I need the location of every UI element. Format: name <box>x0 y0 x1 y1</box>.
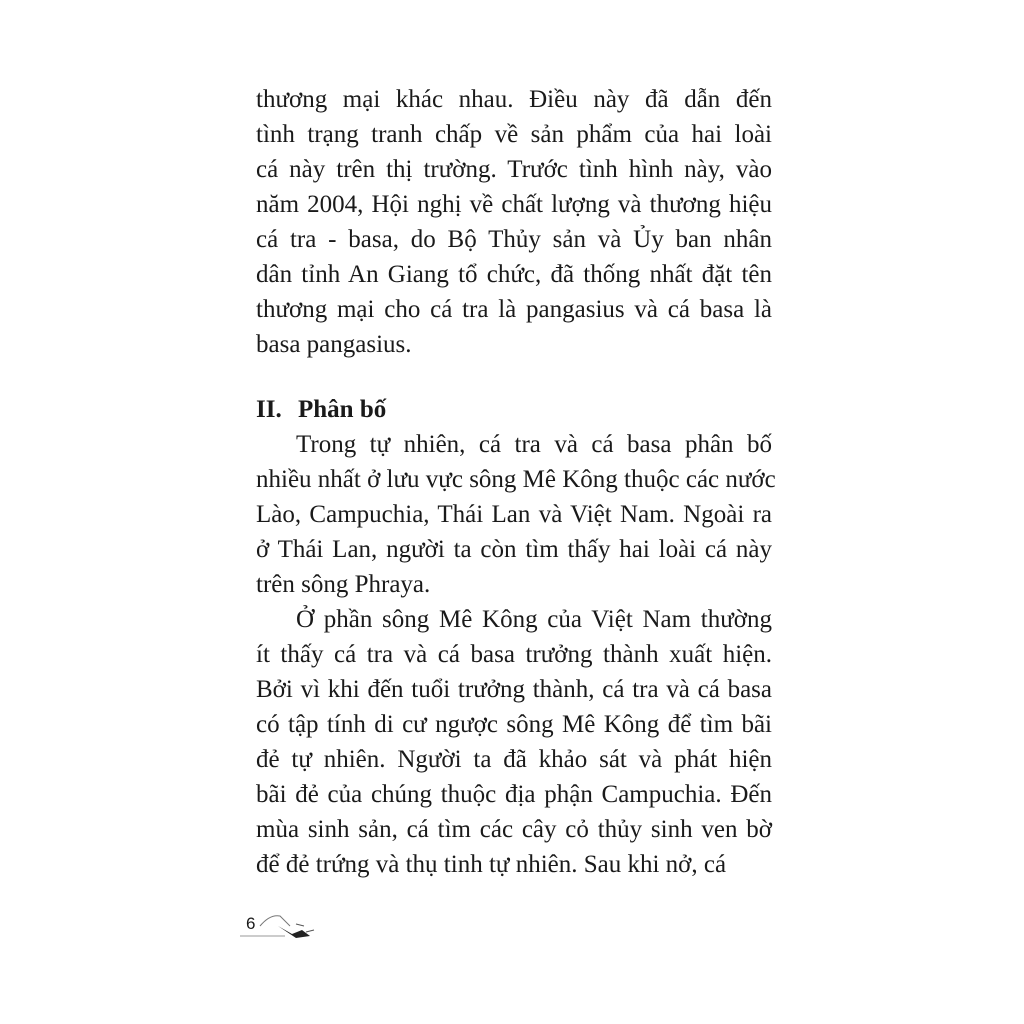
text-line: thương mại cho cá tra là pangasius và cá basa là <box>256 296 772 323</box>
text-line: bãi đẻ của chúng thuộc địa phận Campuchia. Đến <box>256 781 772 808</box>
text-line: mùa sinh sản, cá tìm các cây cỏ thủy sinh ven bờ <box>256 816 772 843</box>
text-line: Trong tự nhiên, cá tra và cá basa phân bố <box>296 431 772 458</box>
text-line: để đẻ trứng và thụ tinh tự nhiên. Sau khi nở, cá <box>256 851 727 878</box>
page-footer <box>240 912 340 942</box>
text-line: trên sông Phraya. <box>256 571 431 598</box>
paragraph-1 <box>256 82 772 362</box>
text-line: nhiều nhất ở lưu vực sông Mê Kông thuộc các nước <box>256 466 776 493</box>
text-line: ít thấy cá tra và cá basa trưởng thành xuất hiện. <box>256 641 772 668</box>
section-number: II. <box>256 396 282 423</box>
text-line: cá này trên thị trường. Trước tình hình này, vào <box>256 156 772 183</box>
text-line: thương mại khác nhau. Điều này đã dẫn đến <box>256 86 772 113</box>
text-line: Lào, Campuchia, Thái Lan và Việt Nam. Ngoài ra <box>256 501 772 528</box>
section-heading <box>256 392 386 427</box>
text-line: basa pangasius. <box>256 331 412 358</box>
text-line: có tập tính di cư ngược sông Mê Kông để tìm bãi <box>256 711 772 738</box>
paragraph-2 <box>256 427 776 602</box>
text-line: năm 2004, Hội nghị về chất lượng và thương hiệu <box>256 191 772 218</box>
text-line: cá tra - basa, do Bộ Thủy sản và Ủy ban nhân <box>256 226 772 253</box>
text-line: ở Thái Lan, người ta còn tìm thấy hai loài cá này <box>256 536 772 563</box>
page-number: 6 <box>246 914 256 933</box>
text-line: tình trạng tranh chấp về sản phẩm của hai loài <box>256 121 772 148</box>
paragraph-3 <box>256 602 772 882</box>
text-line: đẻ tự nhiên. Người ta đã khảo sát và phát hiện <box>256 746 772 773</box>
text-line: Ở phần sông Mê Kông của Việt Nam thường <box>296 606 772 633</box>
fisherman-ornament-icon <box>240 912 340 942</box>
text-line: dân tỉnh An Giang tổ chức, đã thống nhất đặt tên <box>256 261 772 288</box>
section-title: Phân bố <box>298 396 387 423</box>
text-line: Bởi vì khi đến tuổi trưởng thành, cá tra và cá basa <box>256 676 772 703</box>
